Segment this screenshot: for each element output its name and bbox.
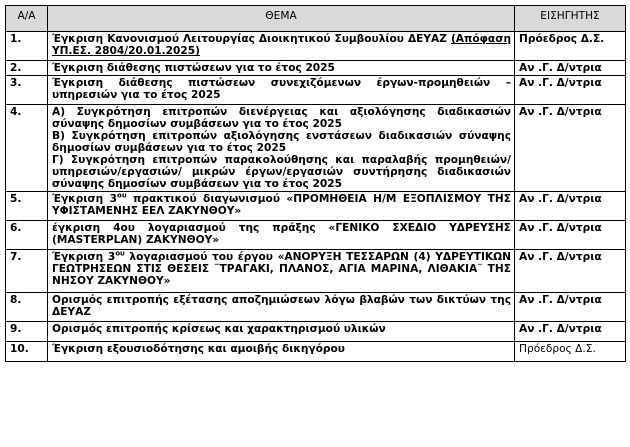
row-subject: Έγκριση διάθεσης πιστώσεων για το έτος 2025	[48, 61, 515, 76]
subject-text-rest: λογαριασμού του έργου «ΑΝΟΡΥΞΗ ΤΕΣΣΑΡΩΝ (4) ΥΔΡΕΥΤΙΚΩΝ ΓΕΩΤΡΗΣΕΩΝ ΣΤΙΣ ΘΕΣΕΙΣ ¨ΤΡΑΓΑΚΙ, ΠΛΑΝΟΣ, ΑΓΙΑ ΜΑΡΙΝΑ, ΛΙΘΑΚΙΑ¨ ΤΗΣ ΝΗΣΟΥ ΖΑΚΥΝΘΟΥ»	[52, 251, 512, 287]
table-row	[6, 105, 626, 192]
subject-text: Έγκριση 3	[52, 193, 118, 205]
row-subject: Ορισμός επιτροπής εξέτασης αποζημιώσεων λόγω βλαβών των δικτύων της ΔΕΥΑΖ	[48, 293, 515, 322]
header-subject: ΘΕΜΑ	[48, 6, 515, 32]
row-subject	[48, 250, 515, 293]
row-number: 5.	[6, 192, 48, 221]
table-row	[6, 342, 626, 362]
subject-text: Έγκριση Κανονισμού Λειτουργίας Διοικητικού Συμβουλίου ΔΕΥΑΖ	[52, 33, 447, 45]
row-number: 9.	[6, 322, 48, 342]
subject-text: Έγκριση 3	[52, 251, 116, 263]
row-rapporteur: Αν .Γ. Δ/ντρια	[515, 105, 626, 192]
subject-part-c: Γ) Συγκρότηση επιτροπών παρακολούθησης και παραλαβής προμηθειών/υπηρεσιών/εργασιών/ μικρών έργων/εργασιών συντήρησης διαδικασιών σύναψης δημοσίων συμβάσεων για το έτος 2025	[52, 154, 511, 190]
row-number: 10.	[6, 342, 48, 362]
table-row	[6, 32, 626, 61]
header-row	[6, 6, 626, 32]
row-rapporteur: Αν .Γ. Δ/ντρια	[515, 250, 626, 293]
row-subject	[48, 105, 515, 192]
row-subject: Έγκριση διάθεσης πιστώσεων συνεχιζόμενων έργων-προμηθειών –υπηρεσιών για το έτος 2025	[48, 76, 515, 105]
row-number: 2.	[6, 61, 48, 76]
ordinal-suffix: ου	[115, 249, 125, 258]
row-rapporteur: Πρόεδρος Δ.Σ.	[515, 342, 626, 362]
row-number: 3.	[6, 76, 48, 105]
agenda-table	[5, 5, 626, 362]
table-row	[6, 322, 626, 342]
row-subject: Έγκριση εξουσιοδότησης και αμοιβής δικηγόρου	[48, 342, 515, 362]
row-subject	[48, 192, 515, 221]
row-rapporteur: Αν .Γ. Δ/ντρια	[515, 192, 626, 221]
subject-part-a: Α) Συγκρότηση επιτροπών διενέργειας και αξιολόγησης διαδικασιών σύναψης δημοσίων συμβάσεων για το έτος 2025	[52, 106, 511, 130]
subject-reference: (Απόφαση ΥΠ.ΕΣ. 2804/20.01.2025)	[52, 33, 511, 57]
subject-part-b: Β) Συγκρότηση επιτροπών αξιολόγησης ενστάσεων διαδικασιών σύναψης δημοσίων συμβάσεων για το έτος 2025	[52, 130, 511, 154]
row-subject: Ορισμός επιτροπής κρίσεως και χαρακτηρισμού υλικών	[48, 322, 515, 342]
table-row	[6, 76, 626, 105]
row-rapporteur: Αν .Γ. Δ/ντρια	[515, 322, 626, 342]
row-number: 8.	[6, 293, 48, 322]
header-num: Α/Α	[6, 6, 48, 32]
row-rapporteur: Αν .Γ. Δ/ντρια	[515, 221, 626, 250]
row-subject	[48, 32, 515, 61]
ordinal-suffix: ου	[117, 191, 127, 200]
subject-text-rest: πρακτικού διαγωνισμού «ΠΡΟΜΗΘΕΙΑ Η/Μ ΕΞΟΠΛΙΣΜΟΥ ΤΗΣ ΥΦΙΣΤΑΜΕΝΗΣ ΕΕΛ ΖΑΚΥΝΘΟΥ»	[52, 193, 511, 217]
row-rapporteur: Αν .Γ. Δ/ντρια	[515, 293, 626, 322]
row-rapporteur: Πρόεδρος Δ.Σ.	[515, 32, 626, 61]
table-row	[6, 61, 626, 76]
row-subject: έγκριση 4ου λογαριασμού της πράξης «ΓΕΝΙΚΟ ΣΧΕΔΙΟ ΥΔΡΕΥΣΗΣ (MASTERPLAN) ΖΑΚΥΝΘΟΥ»	[48, 221, 515, 250]
row-number: 4.	[6, 105, 48, 192]
table-row	[6, 293, 626, 322]
table-row	[6, 192, 626, 221]
row-rapporteur: Αν .Γ. Δ/ντρια	[515, 61, 626, 76]
row-number: 6.	[6, 221, 48, 250]
table-row	[6, 221, 626, 250]
row-number: 1.	[6, 32, 48, 61]
row-number: 7.	[6, 250, 48, 293]
row-rapporteur: Αν .Γ. Δ/ντρια	[515, 76, 626, 105]
table-row	[6, 250, 626, 293]
header-rapporteur: ΕΙΣΗΓΗΤΗΣ	[515, 6, 626, 32]
